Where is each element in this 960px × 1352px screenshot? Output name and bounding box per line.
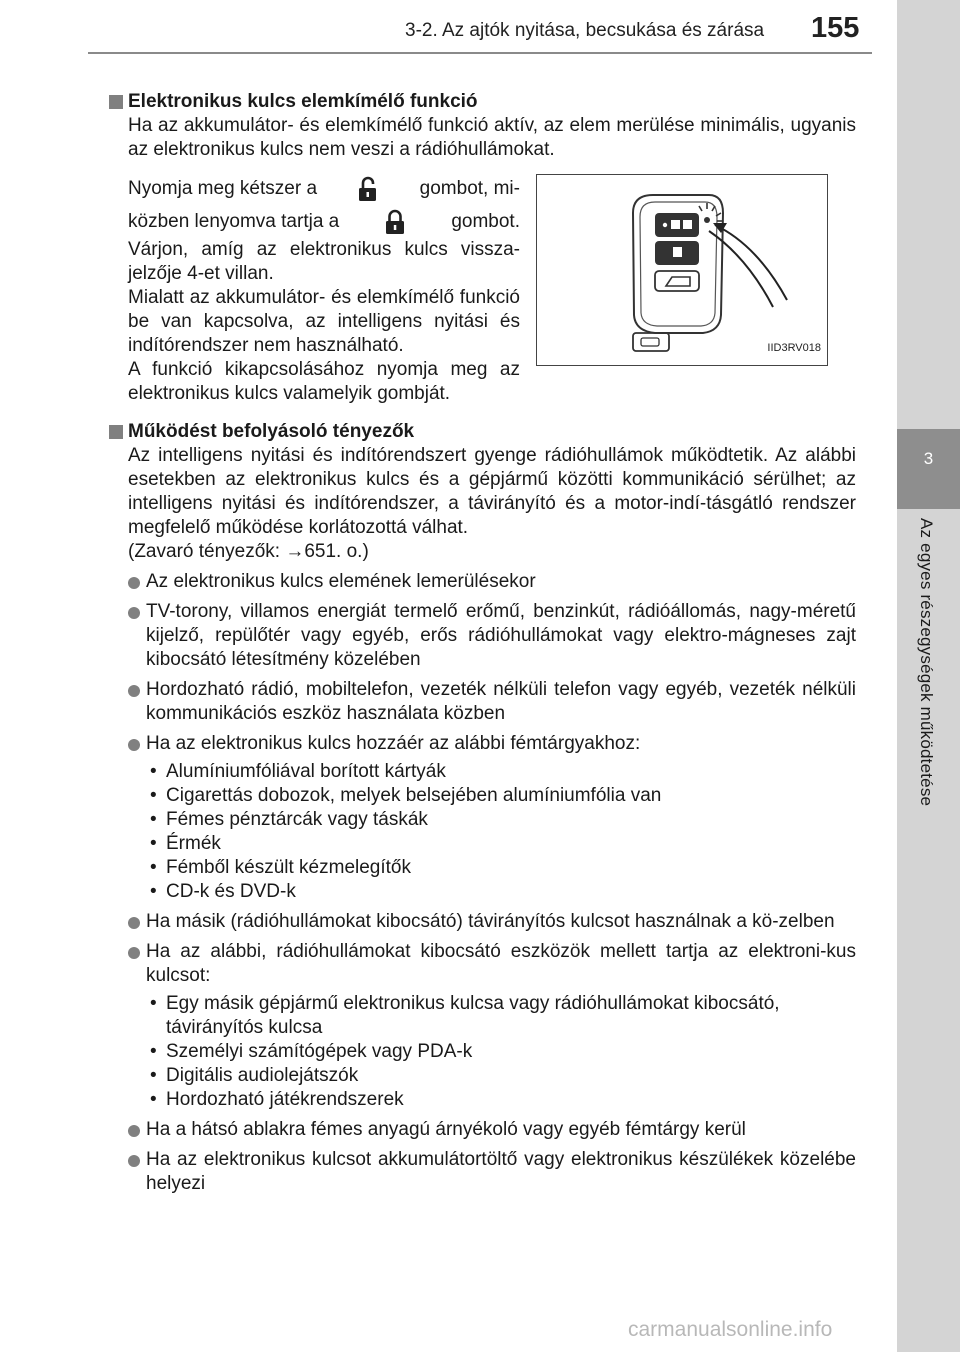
- watermark: carmanualsonline.info: [628, 1318, 833, 1341]
- text: Nyomja meg kétszer a: [128, 177, 318, 199]
- section-title: Elektronikus kulcs elemkímélő funkció: [128, 91, 478, 112]
- header-rule: [88, 52, 872, 54]
- instruction-line: [128, 172, 520, 205]
- bullet-dot-icon: [128, 577, 140, 589]
- list-item: [108, 678, 856, 726]
- paragraph: Ha az akkumulátor- és elemkímélő funkció aktív, az elem merülése minimális, ugyanis az elektronikus kulcs nem veszi a rádióhullámokat.: [128, 115, 856, 160]
- instruction-rest: Várjon, amíg az elektronikus kulcs vissza-jelzője 4-et villan. Mialatt az akkumulátor- és elemkímélő funkció be van kapcsolva, az intelligens nyitási és indítórendszer nem használható. A funkció kikapcsolásához nyomja meg az elektronikus kulcs valamelyik gombját.: [128, 239, 520, 404]
- page-content: [108, 90, 856, 1196]
- text: közben lenyomva tartja a: [128, 210, 340, 232]
- list-item: [108, 1118, 856, 1142]
- list-item: [108, 1148, 856, 1196]
- list-item: [108, 600, 856, 672]
- text: Ha az alábbi, rádióhullámokat kibocsátó eszközök mellett tartja az elektroni-kus kulcsot:: [146, 941, 856, 986]
- figure-code: IID3RV018: [767, 342, 821, 354]
- bullet-dot-icon: [128, 947, 140, 959]
- text: Ha másik (rádióhullámokat kibocsátó) távirányítós kulcsot használnak a kö-zelben: [146, 911, 835, 932]
- cross-reference[interactable]: (Zavaró tényezők: →651. o.): [128, 541, 369, 562]
- sub-list-item: • Fémből készült kézmelegítők: [108, 856, 856, 880]
- instruction-text: [128, 172, 520, 406]
- sub-list-item: • CD-k és DVD-k: [108, 880, 856, 904]
- key-fob-figure: [536, 174, 828, 366]
- lock-icon: [383, 208, 407, 236]
- chapter-label: Az egyes részegységek működtetése: [917, 518, 936, 807]
- sub-list: [108, 760, 856, 904]
- sub-list-item: • Digitális audiolejátszók: [108, 1064, 856, 1088]
- unlock-icon: [356, 175, 380, 203]
- square-bullet-icon: [109, 95, 123, 109]
- instruction-line: [128, 205, 520, 238]
- text: Ha a hátsó ablakra fémes anyagú árnyékoló vagy egyéb fémtárgy kerül: [146, 1119, 746, 1140]
- paragraph: Az intelligens nyitási és indítórendszert gyenge rádióhullámok működtetik. Az alábbi esetekben az elektronikus kulcs és a gépjármű közötti kommunikáció sérülhet; az intelligens nyitási és indítórendszer, a távirányító és a motor-indí-tásgátló rendszer megfelelő működése korlátozottá válhat.: [128, 445, 856, 538]
- text: TV-torony, villamos energiát termelő erőmű, benzinkút, rádióállomás, nagy-méretű kijelző, repülőtér vagy egyéb, erős rádióhullámokat vagy elektro-mágneses zajt kibocsátó létesítmény közelében: [146, 601, 856, 670]
- list-item: [108, 910, 856, 934]
- chapter-number: 3: [923, 449, 934, 468]
- text: gombot.: [451, 210, 520, 232]
- list-item: [108, 732, 856, 756]
- sub-list-item: • Alumíniumfóliával borított kártyák: [108, 760, 856, 784]
- text: Hordozható rádió, mobiltelefon, vezeték nélküli telefon vagy egyéb, vezeték nélküli kommunikációs eszköz használata közben: [146, 679, 856, 724]
- bullet-dot-icon: [128, 1125, 140, 1137]
- sub-list-item: • Érmék: [108, 832, 856, 856]
- sub-list-item: • Fémes pénztárcák vagy táskák: [108, 808, 856, 832]
- saver-instructions: [108, 172, 856, 406]
- text: Ha az elektronikus kulcsot akkumulátortöltő vagy elektronikus készülékek közelébe helyezi: [146, 1149, 856, 1194]
- text: Ha az elektronikus kulcs hozzáér az alábbi fémtárgyakhoz:: [146, 733, 641, 754]
- sub-list-item: • Cigarettás dobozok, melyek belsejében alumíniumfólia van: [108, 784, 856, 808]
- square-bullet-icon: [109, 425, 123, 439]
- sub-list: [108, 992, 856, 1112]
- bullet-dot-icon: [128, 1155, 140, 1167]
- running-header: 3-2. Az ajtók nyitása, becsukása és zárása: [405, 20, 765, 41]
- section-heading-factors: [108, 420, 856, 444]
- bullet-dot-icon: [128, 685, 140, 697]
- bullet-dot-icon: [128, 917, 140, 929]
- sub-list-item: • Személyi számítógépek vagy PDA-k: [108, 1040, 856, 1064]
- bullet-dot-icon: [128, 739, 140, 751]
- chapter-tab[interactable]: [897, 429, 960, 509]
- text: Az elektronikus kulcs elemének lemerülésekor: [146, 571, 536, 592]
- section-title: Működést befolyásoló tényezők: [128, 421, 415, 442]
- sub-list-item: • Hordozható játékrendszerek: [108, 1088, 856, 1112]
- list-item: [108, 570, 856, 594]
- page-number: 155: [811, 12, 860, 44]
- factors-intro: [108, 444, 856, 564]
- bullet-dot-icon: [128, 607, 140, 619]
- sub-list-item: • Egy másik gépjármű elektronikus kulcsa vagy rádióhullámokat kibocsátó, távirányítós kulcsa: [108, 992, 856, 1040]
- list-item: [108, 940, 856, 988]
- saver-intro: [108, 114, 856, 162]
- text: gombot, mi-: [419, 177, 520, 199]
- section-heading-saver: [108, 90, 856, 114]
